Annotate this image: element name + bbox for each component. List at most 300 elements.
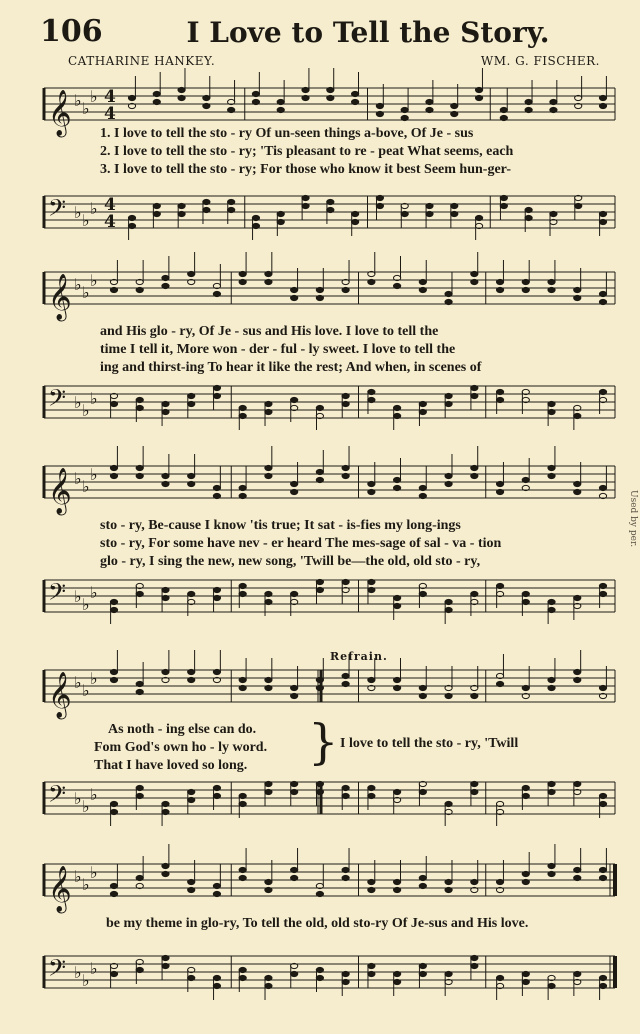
note-head (239, 801, 246, 806)
note-head (401, 107, 408, 112)
note-head (110, 287, 117, 292)
note-head (522, 279, 529, 284)
note-head (496, 975, 503, 980)
note-head (496, 583, 503, 588)
flat-icon: ♭ (90, 863, 98, 882)
note-head (471, 385, 478, 390)
note-head (394, 677, 401, 682)
note-head (302, 203, 309, 208)
note-head (162, 669, 169, 674)
note-head (188, 401, 195, 406)
time-signature-top: 4 (104, 87, 116, 107)
note-head (376, 195, 383, 200)
note-head (178, 87, 185, 92)
bass-staff (38, 950, 623, 1002)
note-head (445, 599, 452, 604)
note-head (327, 95, 334, 100)
note-head (426, 107, 433, 112)
note-head (548, 599, 555, 604)
note-head (419, 789, 426, 794)
note-head (445, 971, 452, 976)
note-head (239, 583, 246, 588)
flat-icon: ♭ (74, 673, 82, 692)
note-head (110, 669, 117, 674)
note-head (178, 211, 185, 216)
note-head (162, 801, 169, 806)
note-head (500, 203, 507, 208)
note-head (500, 107, 507, 112)
note-head (368, 879, 375, 884)
note-head (291, 481, 298, 486)
note-head (239, 793, 246, 798)
flat-icon: ♭ (74, 203, 82, 222)
note-head (574, 413, 581, 418)
note-head (162, 809, 169, 814)
note-head (352, 91, 359, 96)
note-head (110, 801, 117, 806)
note-head (213, 493, 220, 498)
note-head (110, 401, 117, 406)
note-head (265, 271, 272, 276)
note-head (522, 477, 529, 482)
note-head (419, 401, 426, 406)
note-head (110, 465, 117, 470)
note-head (213, 983, 220, 988)
note-head (599, 793, 606, 798)
note-head (316, 677, 323, 682)
note-head (548, 781, 555, 786)
flat-icon: ♭ (74, 789, 82, 808)
note-head (239, 493, 246, 498)
flat-icon: ♭ (90, 87, 98, 106)
note-head (188, 975, 195, 980)
flat-icon: ♭ (82, 99, 90, 118)
note-head (291, 693, 298, 698)
note-head (451, 203, 458, 208)
note-head (376, 111, 383, 116)
note-head (574, 677, 581, 682)
note-head (445, 291, 452, 296)
note-head (239, 867, 246, 872)
music-system-1 (38, 68, 623, 248)
note-head (475, 87, 482, 92)
note-head (522, 287, 529, 292)
note-head (548, 473, 555, 478)
note-head (342, 401, 349, 406)
note-head (394, 685, 401, 690)
note-head (110, 599, 117, 604)
note-head (525, 99, 532, 104)
note-head (368, 279, 375, 284)
note-head (445, 473, 452, 478)
note-head (136, 465, 143, 470)
flat-icon: ♭ (74, 867, 82, 886)
flat-icon: ♭ (74, 91, 82, 110)
time-signature-bottom: 4 (104, 212, 116, 232)
note-head (162, 275, 169, 280)
note-head (599, 685, 606, 690)
note-head (368, 971, 375, 976)
note-head (451, 111, 458, 116)
flat-icon: ♭ (90, 959, 98, 978)
note-head (188, 669, 195, 674)
note-head (368, 397, 375, 402)
note-head (316, 967, 323, 972)
note-head (265, 983, 272, 988)
note-head (548, 685, 555, 690)
note-head (574, 287, 581, 292)
note-head (188, 677, 195, 682)
note-head (419, 963, 426, 968)
note-head (110, 891, 117, 896)
flat-icon: ♭ (82, 681, 90, 700)
treble-staff (38, 460, 623, 512)
note-head (136, 793, 143, 798)
note-head (203, 103, 210, 108)
lyric-verse-1: sto - ry, Be-cause I know 'tis true; It sat - is-fies my long-ings (100, 518, 461, 533)
note-head (599, 291, 606, 296)
note-head (471, 271, 478, 276)
note-head (213, 793, 220, 798)
note-head (342, 875, 349, 880)
note-head (451, 103, 458, 108)
refrain-label: Refrain. (330, 650, 388, 663)
note-head (548, 871, 555, 876)
note-head (203, 95, 210, 100)
note-head (599, 103, 606, 108)
note-head (265, 677, 272, 682)
note-head (426, 211, 433, 216)
note-head (153, 203, 160, 208)
note-head (316, 781, 323, 786)
note-head (548, 401, 555, 406)
note-head (426, 99, 433, 104)
note-head (376, 203, 383, 208)
note-head (239, 975, 246, 980)
note-head (599, 975, 606, 980)
note-head (574, 669, 581, 674)
bass-staff (38, 380, 623, 432)
note-head (136, 689, 143, 694)
treble-clef-icon: 𝄞 (48, 274, 72, 320)
note-head (500, 115, 507, 120)
note-head (239, 685, 246, 690)
note-head (419, 409, 426, 414)
note-head (548, 287, 555, 292)
note-head (445, 401, 452, 406)
verse-brace: } (308, 714, 339, 770)
note-head (213, 485, 220, 490)
flat-icon: ♭ (82, 211, 90, 230)
flat-icon: ♭ (90, 389, 98, 408)
note-head (188, 879, 195, 884)
note-head (471, 473, 478, 478)
note-head (352, 211, 359, 216)
note-head (265, 409, 272, 414)
note-head (599, 983, 606, 988)
treble-clef-icon: 𝄞 (48, 90, 72, 136)
flat-icon: ♭ (90, 669, 98, 688)
lyric-verse-3: glo - ry, I sing the new, new song, 'Twill be—the old, old sto - ry, (100, 554, 481, 569)
note-head (522, 793, 529, 798)
note-head (496, 287, 503, 292)
note-head (376, 103, 383, 108)
note-head (368, 489, 375, 494)
note-head (342, 681, 349, 686)
bass-staff (38, 190, 623, 242)
note-head (574, 489, 581, 494)
note-head (239, 279, 246, 284)
note-head (342, 785, 349, 790)
note-head (342, 579, 349, 584)
note-head (394, 603, 401, 608)
note-head (574, 481, 581, 486)
treble-staff (38, 858, 623, 910)
note-head (419, 279, 426, 284)
note-head (574, 595, 581, 600)
note-head (316, 587, 323, 592)
flat-icon: ♭ (74, 469, 82, 488)
flat-icon: ♭ (82, 595, 90, 614)
note-head (352, 99, 359, 104)
note-head (496, 489, 503, 494)
note-head (162, 963, 169, 968)
note-head (475, 215, 482, 220)
treble-clef-icon: 𝄞 (48, 672, 72, 718)
note-head (327, 199, 334, 204)
note-head (599, 219, 606, 224)
note-head (548, 677, 555, 682)
note-head (599, 211, 606, 216)
note-head (599, 875, 606, 880)
note-head (342, 673, 349, 678)
note-head (213, 891, 220, 896)
note-head (188, 271, 195, 276)
note-head (496, 389, 503, 394)
note-head (342, 393, 349, 398)
note-head (213, 393, 220, 398)
note-head (522, 879, 529, 884)
note-head (203, 199, 210, 204)
note-head (394, 595, 401, 600)
note-head (162, 473, 169, 478)
note-head (522, 591, 529, 596)
bass-clef-icon: 𝄢 (48, 578, 67, 611)
note-head (188, 887, 195, 892)
note-head (136, 875, 143, 880)
flat-icon: ♭ (82, 401, 90, 420)
note-head (599, 485, 606, 490)
note-head (291, 685, 298, 690)
note-head (548, 983, 555, 988)
note-head (188, 789, 195, 794)
note-head (302, 95, 309, 100)
flat-icon: ♭ (82, 477, 90, 496)
note-head (471, 789, 478, 794)
lyric-verse-3: ing and thirst-ing To hear it like the rest; And when, in scenes of (100, 360, 482, 375)
note-head (496, 481, 503, 486)
note-head (342, 867, 349, 872)
note-head (500, 195, 507, 200)
note-head (162, 401, 169, 406)
note-head (548, 863, 555, 868)
note-head (419, 883, 426, 888)
note-head (548, 279, 555, 284)
music-system-2 (38, 262, 623, 442)
note-head (316, 975, 323, 980)
bass-clef-icon: 𝄢 (48, 780, 67, 813)
note-head (368, 481, 375, 486)
lyricist-credit: CATHARINE HANKEY. (68, 54, 216, 68)
flat-icon: ♭ (82, 797, 90, 816)
note-head (128, 95, 135, 100)
note-head (110, 883, 117, 888)
note-head (316, 579, 323, 584)
note-head (522, 979, 529, 984)
note-head (394, 887, 401, 892)
lyric-verse-2: Fom God's own ho - ly word. (94, 740, 268, 755)
note-head (342, 465, 349, 470)
note-head (188, 473, 195, 478)
note-head (277, 99, 284, 104)
note-head (574, 875, 581, 880)
treble-clef-icon: 𝄞 (48, 866, 72, 912)
lyric-verse-3: 3. I love to tell the sto - ry; For those who know it best Seem hun-ger- (100, 162, 512, 177)
note-head (522, 971, 529, 976)
note-head (228, 207, 235, 212)
note-head (445, 879, 452, 884)
note-head (599, 801, 606, 806)
note-head (419, 685, 426, 690)
note-head (213, 385, 220, 390)
bass-clef-icon: 𝄢 (48, 954, 67, 987)
note-head (136, 785, 143, 790)
note-head (394, 405, 401, 410)
note-head (471, 591, 478, 596)
note-head (327, 87, 334, 92)
bass-clef-icon: 𝄢 (48, 384, 67, 417)
flat-icon: ♭ (90, 271, 98, 290)
note-head (291, 781, 298, 786)
hymn-title: I Love to Tell the Story. (186, 16, 550, 49)
note-head (291, 287, 298, 292)
note-head (368, 677, 375, 682)
note-head (401, 115, 408, 120)
lyric-verse-1: be my theme in glo-ry, To tell the old, old sto-ry Of Je-sus and His love. (106, 916, 529, 931)
note-head (445, 393, 452, 398)
note-head (252, 223, 259, 228)
note-head (316, 685, 323, 690)
note-head (574, 971, 581, 976)
lyric-verse-2: 2. I love to tell the sto - ry; 'Tis pleasant to re - peat What seems, each (100, 144, 514, 159)
bass-clef-icon: 𝄢 (48, 194, 67, 227)
flat-icon: ♭ (74, 963, 82, 982)
lyric-verse-1: and His glo - ry, Of Je - sus and His love. I love to tell the (100, 324, 439, 339)
note-head (342, 287, 349, 292)
note-head (525, 107, 532, 112)
note-head (599, 299, 606, 304)
note-head (394, 789, 401, 794)
note-head (188, 481, 195, 486)
note-head (316, 891, 323, 896)
treble-staff (38, 266, 623, 318)
note-head (162, 481, 169, 486)
note-head (291, 867, 298, 872)
note-head (110, 607, 117, 612)
side-note: Used by per. (628, 490, 638, 548)
note-head (368, 587, 375, 592)
note-head (522, 599, 529, 604)
note-head (445, 607, 452, 612)
note-head (203, 207, 210, 212)
note-head (239, 591, 246, 596)
note-head (599, 591, 606, 596)
time-signature-top: 4 (104, 195, 116, 215)
note-head (471, 393, 478, 398)
note-head (265, 879, 272, 884)
note-head (213, 785, 220, 790)
note-head (277, 107, 284, 112)
note-head (522, 871, 529, 876)
note-head (265, 975, 272, 980)
note-head (316, 287, 323, 292)
note-head (419, 287, 426, 292)
note-head (239, 485, 246, 490)
note-head (496, 681, 503, 686)
music-system-3 (38, 456, 623, 636)
note-head (136, 473, 143, 478)
note-head (550, 99, 557, 104)
note-head (419, 485, 426, 490)
note-head (419, 591, 426, 596)
note-head (213, 291, 220, 296)
note-head (265, 789, 272, 794)
note-head (368, 887, 375, 892)
note-head (368, 785, 375, 790)
note-head (239, 875, 246, 880)
note-head (471, 465, 478, 470)
flat-icon: ♭ (74, 587, 82, 606)
note-head (525, 215, 532, 220)
note-head (471, 963, 478, 968)
flat-icon: ♭ (82, 283, 90, 302)
note-head (419, 493, 426, 498)
note-head (291, 591, 298, 596)
note-head (394, 879, 401, 884)
note-head (277, 211, 284, 216)
note-head (574, 781, 581, 786)
note-head (426, 203, 433, 208)
note-head (550, 107, 557, 112)
treble-clef-icon: 𝄞 (48, 468, 72, 514)
note-head (548, 607, 555, 612)
note-head (368, 793, 375, 798)
note-head (342, 979, 349, 984)
note-head (574, 295, 581, 300)
note-head (401, 211, 408, 216)
note-head (302, 195, 309, 200)
note-head (419, 693, 426, 698)
note-head (445, 481, 452, 486)
note-head (162, 409, 169, 414)
note-head (136, 681, 143, 686)
lyric-verse-1: 1. I love to tell the sto - ry Of un-seen things a-bove, Of Je - sus (100, 126, 474, 141)
page-number: 106 (40, 14, 103, 49)
note-head (574, 867, 581, 872)
note-head (178, 95, 185, 100)
note-head (342, 793, 349, 798)
bass-staff (38, 776, 623, 828)
